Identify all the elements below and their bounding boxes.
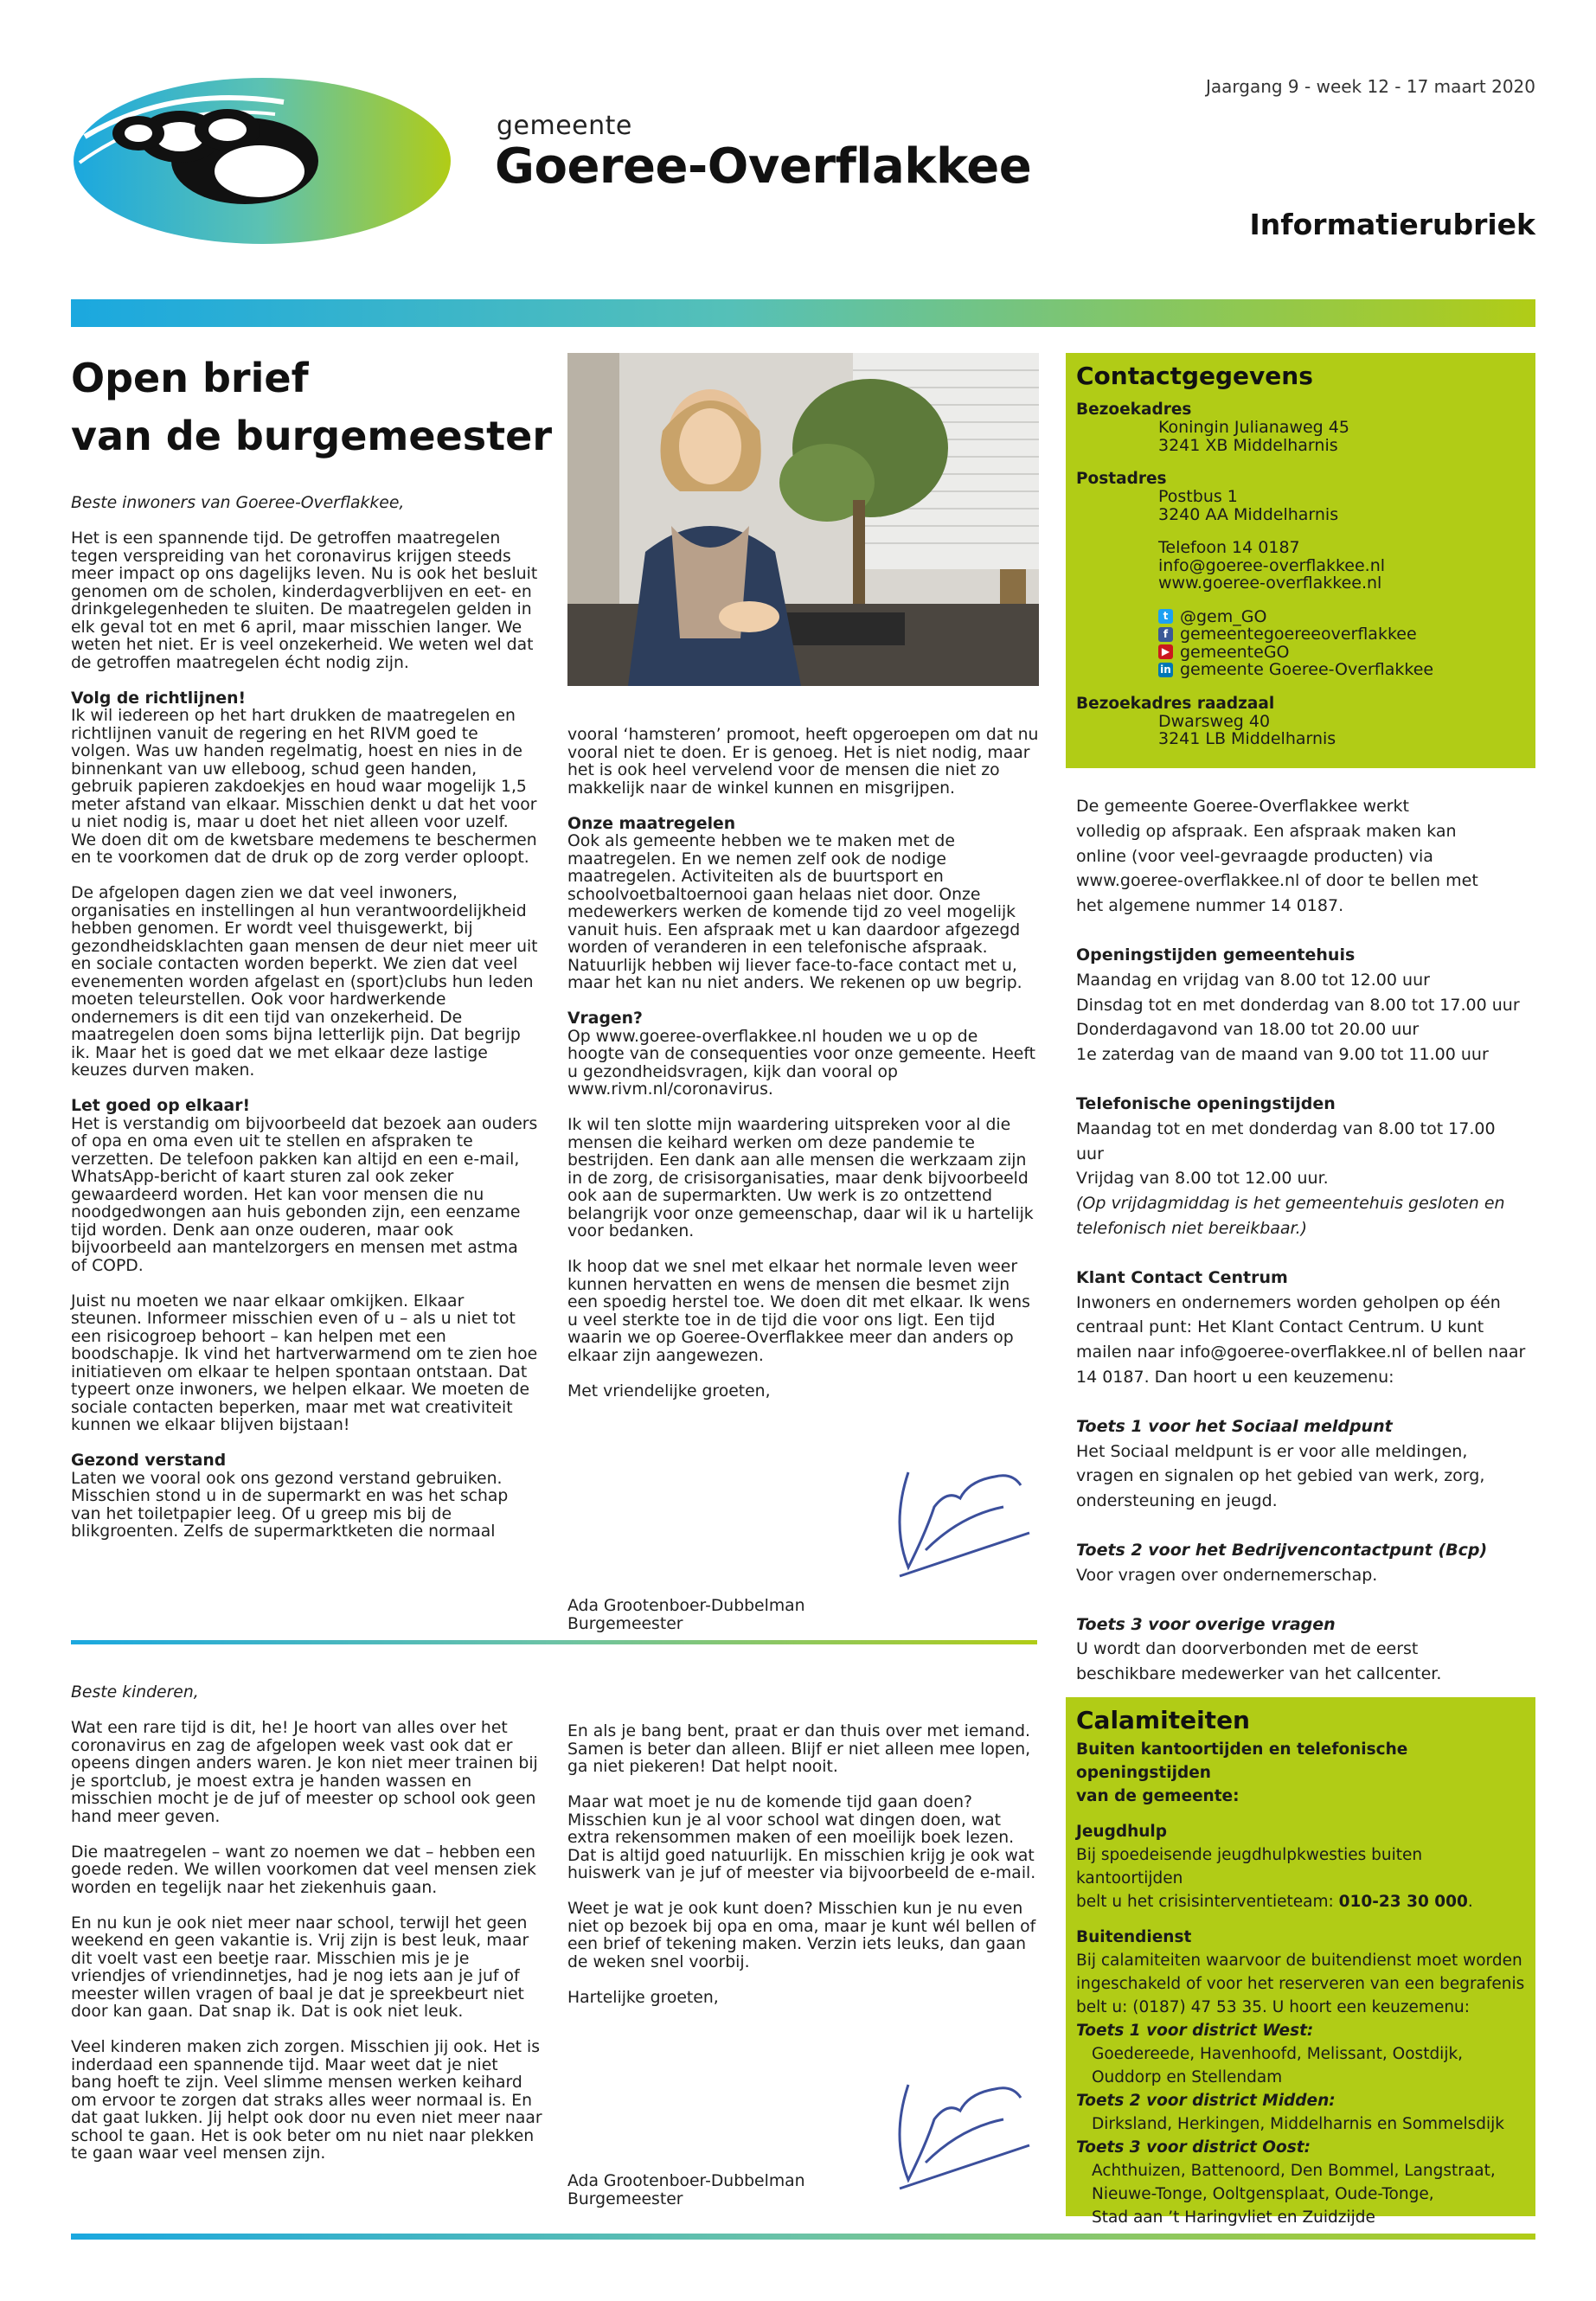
opening-hours-3: Donderdagavond van 18.00 tot 20.00 uur — [1076, 1020, 1420, 1040]
option-2-title: Toets 2 voor het Bedrijvencontactpunt (Bcp) — [1076, 1540, 1488, 1560]
kids-column-2 — [567, 1723, 1039, 2025]
district-mid-1: Dirksland, Herkingen, Middelharnis en Sommelsdijk — [1092, 2115, 1504, 2133]
district-east-1: Achthuizen, Battenoord, Den Bommel, Langstraat, — [1092, 2162, 1496, 2180]
paragraph: Op www.goeree-overflakkee.nl houden we u op de hoogte van de consequenties voor onze gemeente. Heeft u gezondheidsvragen, kijk dan vooral op www.rivm.nl/coronavirus. — [567, 1027, 1035, 1099]
signer-name: Ada Grootenboer-Dubbelman — [567, 1597, 805, 1615]
paragraph: Het is verstandig om bijvoorbeeld dat bezoek aan ouders of opa en oma even uit te stellen en afspraken te verzetten. De telefoon pakken kan altijd en een e-mail, WhatsApp-bericht of kaart sturen zal ook zeker gewaardeerd worden. Het kan voor mensen die nu noodgedwongen aan huis gebonden zijn, een eenzame tijd worden. Denk aan onze ouderen, maar ook bijvoorbeeld aan mantelzorgers en mensen met astma of COPD. — [71, 1114, 538, 1275]
district-mid-title: Toets 2 voor district Midden: — [1076, 2092, 1336, 2110]
option-1-text-1: Het Sociaal meldpunt is er voor alle meldingen, — [1076, 1441, 1468, 1461]
info-intro-1: De gemeente Goeree-Overflakkee werkt — [1076, 797, 1409, 816]
footer-gradient-bar — [71, 2234, 1535, 2240]
article-col1-body — [71, 530, 538, 1541]
brand-prefix: gemeente — [497, 111, 632, 141]
youtube-handle: gemeenteGO — [1180, 642, 1290, 662]
kids-col2-body — [567, 1723, 1039, 2007]
paragraph: Maar wat moet je nu de komende tijd gaan doen? Misschien kun je al voor school wat dingen doen, wat extra rekensommen maken of een moeilijk boek lezen. Dat is altijd goed natuurlijk. En misschien krijg je ook wat huiswerk van je juf of meester via bijvoorbeeld de e-mail. — [567, 1793, 1036, 1882]
kids-column-1 — [71, 1684, 542, 2163]
district-east-3: Stad aan ’t Haringvliet en Zuidzijde — [1092, 2208, 1375, 2227]
linkedin-handle: gemeente Goeree-Overflakkee — [1180, 660, 1434, 679]
visit-address-street: Koningin Julianaweg 45 — [1158, 418, 1349, 437]
paragraph: Ik wil ten slotte mijn waardering uitspreken voor al die mensen die keihard werken om deze pandemie te bestrijden. Een dank aan alle mensen die werkzaam zijn in de zorg, de crisisorganisaties, maar denk bijvoorbeeld ook aan de supermarkten. Uw werk is zo ontzettend belangrijk voor onze gemeenschap, daar wil ik u hartelijk voor bedanken. — [567, 1116, 1034, 1240]
info-intro-4: www.goeree-overflakkee.nl of door te bellen met — [1076, 871, 1478, 891]
edition-info: Jaargang 9 - week 12 - 17 maart 2020 — [1205, 76, 1535, 97]
kcc-text-4: 14 0187. Dan hoort u een keuzemenu: — [1076, 1367, 1394, 1387]
kcc-text-1: Inwoners en ondernemers worden geholpen op één — [1076, 1292, 1501, 1312]
social-facebook[interactable] — [1076, 625, 1525, 644]
kids-col1-body — [71, 1720, 542, 2163]
opening-hours-title: Openingstijden gemeentehuis — [1076, 945, 1356, 965]
rubric-title: Informatierubriek — [1249, 208, 1535, 241]
paragraph: Die maatregelen – want zo noemen we dat – hebben een goede reden. We willen voorkomen dat veel mensen ziek worden en tegelijk naar het ziekenhuis gaan. — [71, 1843, 536, 1897]
visit-address-city: 3241 XB Middelharnis — [1158, 435, 1338, 455]
brand-name: Goeree-Overflakkee — [495, 138, 1032, 195]
article-column-1 — [71, 495, 538, 1541]
district-east-title: Toets 3 voor district Oost: — [1076, 2138, 1311, 2157]
postal-address-city: 3240 AA Middelharnis — [1158, 504, 1339, 524]
info-intro-2: volledig op afspraak. Een afspraak maken kan — [1076, 821, 1457, 841]
paragraph: En als je bang bent, praat er dan thuis over met iemand. Samen is beter dan alleen. Blijf er niet alleen mee lopen, ga niet piekeren! Dat helpt nooit. — [567, 1722, 1031, 1776]
youtube-icon: ▶ — [1158, 644, 1173, 659]
headline-line-1: Open brief — [71, 355, 309, 401]
section-subheading: Vragen? — [567, 1009, 643, 1028]
council-address-city: 3241 LB Middelharnis — [1158, 729, 1336, 748]
option-3-title: Toets 3 voor overige vragen — [1076, 1614, 1336, 1634]
paragraph: Weet je wat je ook kunt doen? Misschien kun je nu even niet op bezoek bij opa en oma, maar je kunt wél bellen of een brief of tekening maken. Verzin iets leuks, dan gaan de weken snel voorbij. — [567, 1900, 1036, 1971]
info-intro-3: online (voor veel-gevraagde producten) via — [1076, 846, 1433, 866]
calamities-sub-1: Buiten kantoortijden en telefonische openingstijden — [1076, 1740, 1408, 1782]
kcc-text-3: mailen naar info@goeree-overflakkee.nl of bellen naar — [1076, 1343, 1526, 1362]
paragraph: Met vriendelijke groeten, — [567, 1381, 771, 1400]
section-divider — [71, 1640, 1037, 1644]
social-twitter[interactable] — [1076, 608, 1525, 626]
article-headline — [71, 349, 555, 465]
youth-title: Jeugdhulp — [1076, 1823, 1168, 1841]
paragraph: Het is een spannende tijd. De getroffen maatregelen tegen verspreiding van het coronavirus krijgen steeds meer impact op ons dagelijks leven. Nu is ook het besluit genomen om de scholen, kinderdagverblijven en eet- en drinkgelegenheden te sluiten. De maatregelen gelden in elk geval tot en met 6 april, maar misschien langer. We weten het niet. Er is veel onzekerheid. We weten wel dat de getroffen maatregelen écht nodig zijn. — [71, 529, 538, 672]
option-2-text-1: Voor vragen over ondernemerschap. — [1076, 1565, 1378, 1585]
header-gradient-bar — [71, 299, 1535, 327]
phone-hours-1: Maandag tot en met donderdag van 8.00 tot 17.00 uur — [1076, 1118, 1496, 1163]
option-1-text-3: ondersteuning en jeugd. — [1076, 1491, 1278, 1511]
phone-hours-2: Vrijdag van 8.00 tot 12.00 uur. — [1076, 1169, 1329, 1189]
calamities-title: Calamiteiten — [1076, 1706, 1250, 1734]
kcc-title: Klant Contact Centrum — [1076, 1267, 1288, 1287]
twitter-icon: t — [1158, 609, 1173, 624]
youth-text-1: Bij spoedeisende jeugdhulpkwesties buiten kantoortijden — [1076, 1846, 1423, 1888]
calamities-panel — [1066, 1697, 1535, 2227]
headline-line-2: van de burgemeester — [71, 413, 552, 459]
district-east-2: Nieuwe-Tonge, Ooltgensplaat, Oude-Tonge, — [1092, 2185, 1434, 2203]
contact-title: Contactgegevens — [1076, 362, 1313, 390]
kids-signoff — [567, 2173, 1039, 2208]
district-west-title: Toets 1 voor district West: — [1076, 2022, 1314, 2040]
district-west-1: Goedereede, Havenhoofd, Melissant, Oostdijk, — [1092, 2045, 1464, 2063]
paragraph: Ik hoop dat we snel met elkaar het normale leven weer kunnen hervatten en wens de mensen die besmet zijn een spoedig herstel toe. We doen dit met elkaar. Ik wens u veel sterkte toe in de tijd die voor ons ligt. Een tijd waarin we op Goeree-Overflakkee meer dan anders op elkaar zijn aangewezen. — [567, 1258, 1030, 1365]
section-subheading: Onze maatregelen — [567, 814, 736, 833]
linkedin-icon: in — [1158, 663, 1173, 677]
postal-address-box: Postbus 1 — [1158, 487, 1238, 506]
facebook-handle: gemeentegoereeoverflakkee — [1180, 625, 1417, 644]
kcc-text-2: centraal punt: Het Klant Contact Centrum. U kunt — [1076, 1317, 1484, 1337]
kids-signer-title: Burgemeester — [567, 2189, 683, 2208]
paragraph: Wat een rare tijd is dit, he! Je hoort van alles over het coronavirus en zag de afgelopen week vast ook dat er opeens dingen anders waren. Je kon niet meer trainen bij je sportclub, je moest extra je handen wassen en misschien mocht je de juf of meester op school ook geen hand meer geven. — [71, 1719, 538, 1826]
phone-hours-note-1: (Op vrijdagmiddag is het gemeentehuis gesloten en — [1076, 1194, 1505, 1214]
paragraph: Laten we vooral ook ons gezond verstand gebruiken. Misschien stond u in de supermarkt en was het schap van het toiletpapier leeg. Of u greep mis bij de blikgroenten. Zelfs de supermarktketen die normaal — [71, 1469, 509, 1541]
mayor-signature — [874, 1455, 1047, 1585]
contact-phone: Telefoon 14 0187 — [1158, 538, 1300, 557]
calamities-sub-2: van de gemeente: — [1076, 1787, 1240, 1805]
signer-title: Burgemeester — [567, 1614, 683, 1633]
option-1-text-2: vragen en signalen op het gebied van werk, zorg, — [1076, 1466, 1485, 1486]
paragraph: Juist nu moeten we naar elkaar omkijken. Elkaar steunen. Informeer misschien even of u – als u niet tot een risicogroep behoort – kan helpen met een boodschapje. Ik vind het hartverwarmend om te zien hoe initiatieven om elkaar te helpen spontaan ontstaan. Dat typeert onze inwoners, we helpen elkaar. We moeten de sociale contacten beperken, maar met wat creativiteit kunnen we elkaar blijven bijstaan! — [71, 1292, 538, 1434]
outdoor-service-title: Buitendienst — [1076, 1928, 1192, 1946]
council-address-label: Bezoekadres raadzaal — [1076, 694, 1275, 713]
article-signoff — [567, 1598, 1039, 1633]
kids-greeting: Beste kinderen, — [71, 1683, 199, 1702]
paragraph: Ook als gemeente hebben we te maken met de maatregelen. En we nemen zelf ook de nodige maatregelen. Activiteiten als de buurtsport en schoolvoetbaltoernooi gaan helaas niet door. Onze medewerkers werken de komende tijd zo veel mogelijk vanuit huis. Een afspraak met u kan daardoor afgezegd worden of veranderen in een telefonische afspraak. Natuurlijk hebben wij liever face-to-face contact met u, maar het kan nu niet anders. We rekenen op uw begrip. — [567, 832, 1022, 992]
kids-signer-name: Ada Grootenboer-Dubbelman — [567, 2172, 805, 2190]
contact-website[interactable]: www.goeree-overflakkee.nl — [1158, 574, 1382, 593]
option-3-text-2: beschikbare medewerker van het callcenter. — [1076, 1664, 1442, 1684]
article-col2-body — [567, 727, 1039, 1400]
opening-hours-4: 1e zaterdag van de maand van 9.00 tot 11.00 uur — [1076, 1045, 1489, 1065]
section-subheading: Gezond verstand — [71, 1452, 227, 1470]
social-youtube[interactable] — [1076, 644, 1525, 662]
youth-phone: 010-23 30 000 — [1338, 1893, 1468, 1911]
municipality-logo — [67, 76, 457, 258]
paragraph: Ik wil iedereen op het hart drukken de maatregelen en richtlijnen vanuit de regering en het RIVM goed te volgen. Was uw handen regelmatig, hoest en nies in de binnenkant van uw elleboog, schud geen handen, gebruik papieren zakdoekjes en houd waar mogelijk 1,5 meter afstand van elkaar. Misschien denkt u dat het voor u niet nodig is, maar u doet het niet alleen voor uzelf. We doen dit om de kwetsbare medemens te beschermen en te voorkomen dat de druk op de zorg verder oploopt. — [71, 707, 537, 867]
paragraph: vooral ‘hamsteren’ promoot, heeft opgeroepen om dat nu vooral niet te doen. Er is genoeg. Het is niet nodig, maar het is ook heel vervelend voor de mensen die niet zo makkelijk naar de winkel kunnen en misgrijpen. — [567, 726, 1039, 798]
youth-text-2: belt u het crisisinterventieteam: 010-23 30 000. — [1076, 1893, 1473, 1911]
article-greeting: Beste inwoners van Goeree-Overflakkee, — [71, 494, 405, 512]
option-3-text-1: U wordt dan doorverbonden met de eerst — [1076, 1639, 1419, 1659]
postal-address-label: Postadres — [1076, 470, 1167, 488]
phone-hours-title: Telefonische openingstijden — [1076, 1093, 1336, 1113]
outdoor-text-3: belt u: (0187) 47 53 35. U hoort een keuzemenu: — [1076, 1998, 1471, 2016]
contact-panel — [1066, 353, 1535, 768]
info-intro-5: het algemene nummer 14 0187. — [1076, 896, 1344, 916]
paragraph: Veel kinderen maken zich zorgen. Misschien jij ook. Het is inderdaad een spannende tijd. Maar weet dat je niet bang hoeft te zijn. Veel slimme mensen werken keihard om ervoor te zorgen dat straks alles weer normaal is. En dat gaat lukken. Jij helpt ook door nu even niet meer naar school te gaan. Het is ook beter om nu niet naar plekken te gaan waar veel mensen zijn. — [71, 2038, 542, 2163]
paragraph: Hartelijke groeten, — [567, 1988, 719, 2007]
social-linkedin[interactable] — [1076, 661, 1525, 679]
district-west-2: Ouddorp en Stellendam — [1092, 2068, 1283, 2086]
section-subheading: Volg de richtlijnen! — [71, 689, 247, 708]
opening-hours-1: Maandag en vrijdag van 8.00 tot 12.00 uur — [1076, 970, 1430, 990]
outdoor-text-2: ingeschakeld of voor het reserveren van een begrafenis — [1076, 1975, 1525, 1993]
phone-hours-note-2: telefonisch niet bereikbaar.) — [1076, 1218, 1308, 1238]
contact-email[interactable]: info@goeree-overflakkee.nl — [1158, 555, 1386, 575]
opening-hours-2: Dinsdag tot en met donderdag van 8.00 tot 17.00 uur — [1076, 995, 1520, 1015]
section-subheading: Let goed op elkaar! — [71, 1097, 251, 1115]
council-address-street: Dwarsweg 40 — [1158, 711, 1271, 731]
paragraph: En nu kun je ook niet meer naar school, terwijl het geen weekend en geen vakantie is. Vrij zijn is best leuk, maar dit voelt vast een beetje raar. Misschien mis je je vriendjes of vriendinnetjes, had je nog iets aan je juf of meester willen vragen of baal je dat je spreekbeurt niet door kan gaan. Dat snap ik. Dat is ook niet leuk. — [71, 1913, 529, 2021]
option-1-title: Toets 1 voor het Sociaal meldpunt — [1076, 1416, 1393, 1436]
info-section — [1076, 794, 1526, 1687]
article-column-2 — [567, 727, 1039, 1419]
twitter-handle: @gem_GO — [1180, 606, 1267, 626]
mayor-photo — [567, 353, 1039, 686]
paragraph: De afgelopen dagen zien we dat veel inwoners, organisaties en instellingen al hun verantwoordelijkheid hebben genomen. Er wordt veel thuisgewerkt, bij gezondheidsklachten gaan mensen de deur niet meer uit en sociale contacten worden beperkt. We zien dat veel evenementen worden afgelast en (sport)clubs hun leden moeten teleurstellen. Ook voor hardwerkende ondernemers is dit een tijd van onzekerheid. De maatregelen doen soms bijna letterlijk pijn. Dat begrijp ik. Maar het is goed dat we met elkaar deze lastige keuzes durven maken. — [71, 884, 538, 1080]
visit-address-label: Bezoekadres — [1076, 401, 1192, 419]
facebook-icon: f — [1158, 627, 1173, 642]
outdoor-text-1: Bij calamiteiten waarvoor de buitendienst moet worden — [1076, 1952, 1522, 1970]
